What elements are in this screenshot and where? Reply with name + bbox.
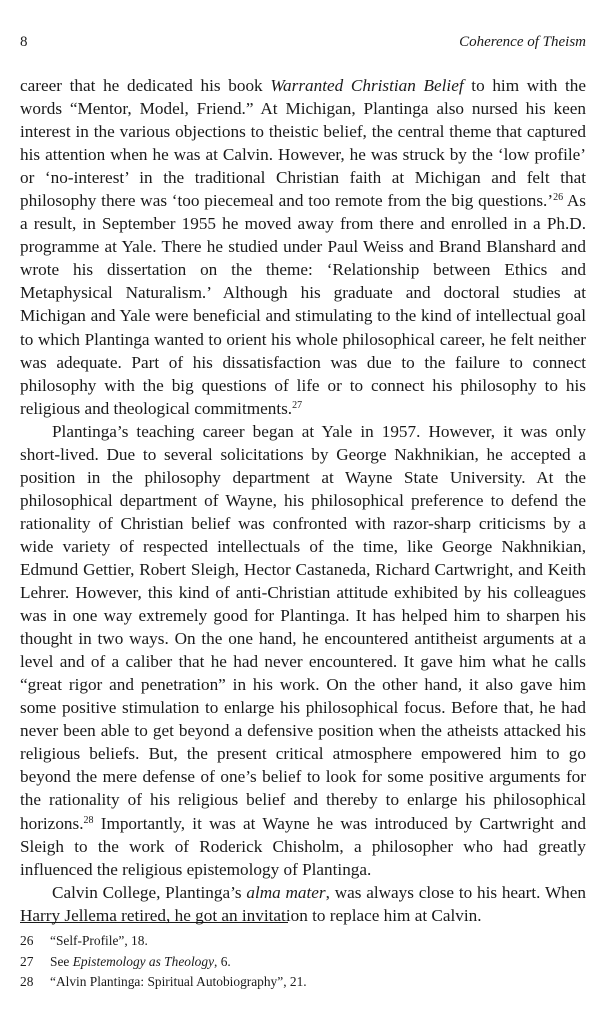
footnote-ref: 26 [553,192,564,204]
footnote-divider [20,922,288,923]
text-run: As a result, in September 1955 he moved away from there and enrolled in a Ph.D. programme at Yale. There he studied under Paul Weiss and Brand Blanshard and wrote his dissertation on the theme: ‘Relationship between Ethics and Metaphysical Naturalism.’ Although his graduate and doctoral studies at Michigan and Yale were beneficial and stimulating to the kind of intellectual goal to which Plantinga wanted to orient his whole philosophical career, he felt neither was adequate. Part of his dissatisfaction was due to the failure to connect philosophy with the big questions of life or to connect his philosophy to his religious and theological commitments. [20,191,586,418]
italic-text: alma mater [246,882,326,902]
footnote-ref: 27 [292,399,303,411]
footnote-number: 27 [20,953,34,969]
text-run: See [50,953,73,969]
text-run: Importantly, it was at Wayne he was introduced by Cartwright and Sleigh to the work of Roderick Chisholm, a philosopher who had greatly influenced the religious epistemology of Plantinga. [20,813,586,879]
running-title: Coherence of Theism [459,34,586,50]
footnote-text [50,931,148,952]
footnote [20,972,586,993]
text-run: “Self-Profile”, 18. [50,933,148,948]
text-run: Calvin College, Plantinga’s [52,882,247,902]
text-run: to him with the words “Mentor, Model, Friend.” At Michigan, Plantinga also nursed his keen interest in the various objections to theistic belief, the central theme that captured his attention when he was at Calvin. However, he was struck by the ‘low profile’ or ‘no-interest’ in the traditional Christian faith at Michigan and felt that philosophy there was ‘too piecemeal and too remote from the big questions.’ [20,76,586,211]
body-text [20,74,586,927]
paragraph [20,420,586,881]
footnote [20,952,586,973]
page-number: 8 [20,34,28,50]
paragraph [20,74,586,420]
text-run: , 6. [214,953,231,969]
italic-text: Epistemology as Theology [72,953,215,969]
running-header [20,34,586,56]
text-run: , was always close to his heart. When Harry Jellema retired, he got an invitation to replace him at Calvin. [20,882,586,925]
text-run: Plantinga’s teaching career began at Yale in 1957. However, it was only short-lived. Due to several solicitations by George Nakhnikian, he accepted a position in the philosophy department at Wayne State University. At the philosophical department of Wayne, his philosophical preference to defend the rationality of Christian belief was confronted with razor-sharp criticisms by a wide variety of respected intellectuals of the time, like George Nakhnikian, Edmund Gettier, Robert Sleigh, Hector Castaneda, Richard Cartwright, and Keith Lehrer. However, this kind of anti-Christian attitude exhibited by his colleagues was in one way extremely good for Plantinga. It has helped him to sharpen his thought in two ways. On the one hand, he encountered antitheist arguments at a level and of a caliber that he had never encountered. It gave him what he calls “great rigor and penetration” in his work. On the other hand, it also gave him some positive stimulation to enlarge his philosophical focus. Before that, he had never been able to get beyond a defensive position when the atheists attacked his religious beliefs. But, the present critical atmosphere empowered him to go beyond the mere defense of one’s belief to look for some positive arguments for the rationality of his religious belief and thereby to enlarge his philosophical horizons. [20,421,586,833]
footnote-number: 26 [20,933,34,948]
text-run: “Alvin Plantinga: Spiritual Autobiography”, 21. [50,974,307,989]
footnote [20,931,586,952]
footnote-ref: 28 [83,814,94,826]
text-run: career that he dedicated his book [20,76,271,95]
footnotes [20,931,586,993]
footnote-text [50,952,231,973]
italic-text: Warranted Christian Belief [270,76,464,95]
footnote-text [50,972,307,993]
footnote-number: 28 [20,974,34,989]
paragraph [20,881,586,927]
